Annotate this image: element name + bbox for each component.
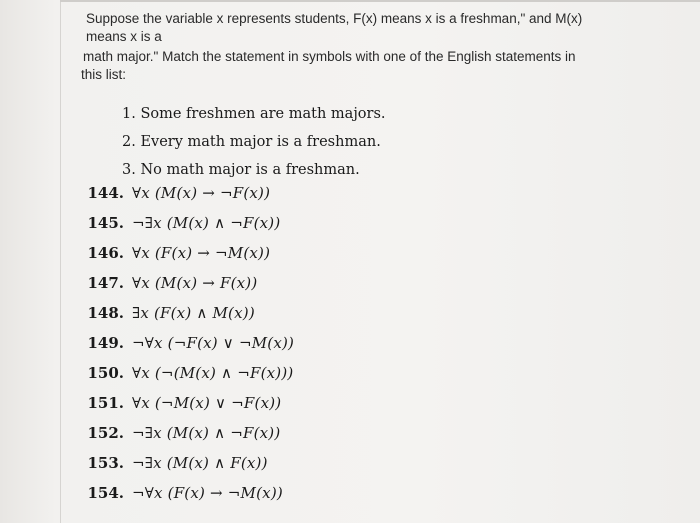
symbolic-statement-149 — [70, 328, 294, 358]
statement-formula: ¬∃x (M(x) ∧ ¬F(x)) — [132, 424, 281, 442]
statement-formula: ∀x (F(x) → ¬M(x)) — [132, 244, 271, 262]
statement-formula: ∀x (M(x) → ¬F(x)) — [132, 184, 271, 202]
statement-formula: ¬∀x (¬F(x) ∨ ¬M(x)) — [132, 334, 295, 352]
statement-formula: ∀x (¬M(x) ∨ ¬F(x)) — [132, 394, 282, 412]
statement-number: 153. — [87, 454, 124, 472]
symbolic-statement-145 — [70, 208, 294, 238]
statement-number: 144. — [87, 184, 124, 202]
symbolic-statement-144 — [70, 178, 294, 208]
symbolic-statement-150 — [70, 358, 294, 388]
statement-number: 151. — [87, 394, 124, 412]
statement-formula: ∃x (F(x) ∧ M(x)) — [132, 304, 255, 322]
statement-formula: ¬∀x (F(x) → ¬M(x)) — [132, 484, 283, 502]
statement-number: 150. — [87, 364, 124, 382]
statement-number: 147. — [87, 274, 124, 292]
statement-number: 154. — [87, 484, 124, 502]
symbolic-statement-152 — [70, 418, 294, 448]
intro-line-1: Suppose the variable x represents students, F(x) means x is a freshman," and M(x) — [86, 11, 583, 26]
english-statement-2: 2. Every math major is a freshman. — [122, 134, 381, 150]
statement-number: 148. — [87, 304, 124, 322]
english-statement-1: 1. Some freshmen are math majors. — [122, 106, 386, 122]
symbolic-statement-146 — [70, 238, 294, 268]
statement-formula: ∀x (¬(M(x) ∧ ¬F(x))) — [132, 364, 294, 382]
statement-number: 149. — [87, 334, 124, 352]
intro-line-3: math major." Match the statement in symbols with one of the English statements in — [83, 49, 576, 64]
statement-number: 152. — [87, 424, 124, 442]
statement-number: 146. — [87, 244, 124, 262]
statement-formula: ∀x (M(x) → F(x)) — [132, 274, 258, 292]
intro-line-2: means x is a — [86, 29, 162, 44]
symbolic-statement-148 — [70, 298, 294, 328]
top-rule — [60, 0, 700, 2]
english-statement-list — [122, 100, 386, 184]
statement-number: 145. — [87, 214, 124, 232]
statement-formula: ¬∃x (M(x) ∧ F(x)) — [132, 454, 268, 472]
english-statement-3: 3. No math major is a freshman. — [122, 162, 360, 178]
symbolic-statement-151 — [70, 388, 294, 418]
problem-intro — [81, 10, 674, 84]
statement-formula: ¬∃x (M(x) ∧ ¬F(x)) — [132, 214, 281, 232]
symbolic-statement-153 — [70, 448, 294, 478]
margin-line — [60, 0, 61, 523]
symbolic-statement-147 — [70, 268, 294, 298]
symbolic-statement-list — [70, 178, 294, 508]
symbolic-statement-154 — [70, 478, 294, 508]
intro-line-4: this list: — [81, 67, 127, 82]
